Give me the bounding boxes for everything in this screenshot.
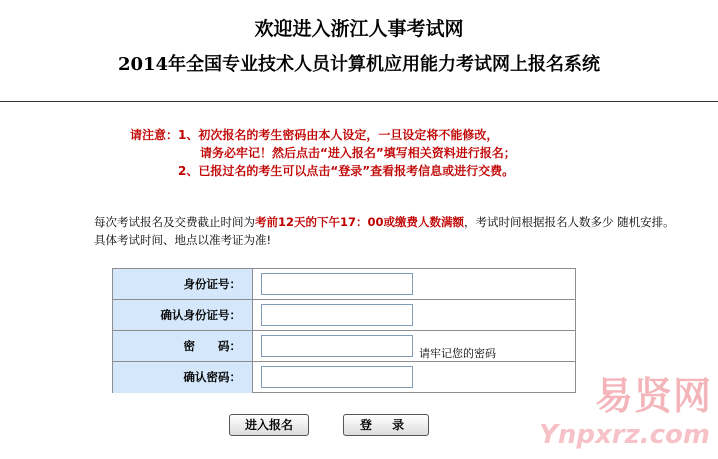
exam-location-info: 具体考试时间、地点以准考证为准! (94, 233, 272, 247)
site-watermark (539, 370, 718, 459)
notice-line-3: 2、已报过名的考生可以点击“登录”查看报考信息或进行交费。 (178, 164, 515, 178)
confirm-id-label: 确认身份证号： (113, 300, 253, 330)
password-input[interactable] (261, 335, 413, 357)
deadline-highlight: 考前12天的下午17：00或缴费人数满额 (255, 215, 465, 229)
header-divider (0, 101, 718, 102)
welcome-title: 欢迎进入浙江人事考试网 (254, 18, 464, 40)
id-label: 身份证号： (113, 269, 253, 299)
confirm-password-label: 确认密码： (113, 362, 253, 393)
password-label: 密 码： (113, 331, 253, 361)
notice-line-1: 请注意：1、初次报名的考生密码由本人设定，一旦设定将不能修改， (130, 128, 499, 142)
deadline-info-text: 每次考试报名及交费截止时间为 (94, 215, 255, 229)
watermark-en: Ynpxrz.com (539, 420, 710, 450)
confirm-id-row (113, 300, 575, 331)
enroll-button[interactable]: 进入报名 (229, 414, 309, 436)
login-button[interactable]: 登 录 (343, 414, 429, 436)
deadline-info-text-2: ，考试时间根据报名人数多少 随机安排。 (464, 215, 675, 229)
id-number-input[interactable] (261, 273, 413, 295)
notice-line-2: 请务必牢记！然后点击“进入报名”填写相关资料进行报名； (200, 146, 516, 160)
password-row (113, 331, 575, 362)
watermark-cn: 易贤网 (594, 374, 712, 418)
registration-form (112, 268, 576, 393)
confirm-password-input[interactable] (261, 366, 413, 388)
confirm-password-row (113, 362, 575, 393)
system-title: 2014年全国专业技术人员计算机应用能力考试网上报名系统 (117, 54, 601, 75)
password-hint: 请牢记您的密码 (419, 347, 496, 360)
id-row (113, 269, 575, 300)
confirm-id-number-input[interactable] (261, 304, 413, 326)
deadline-info (94, 215, 675, 230)
